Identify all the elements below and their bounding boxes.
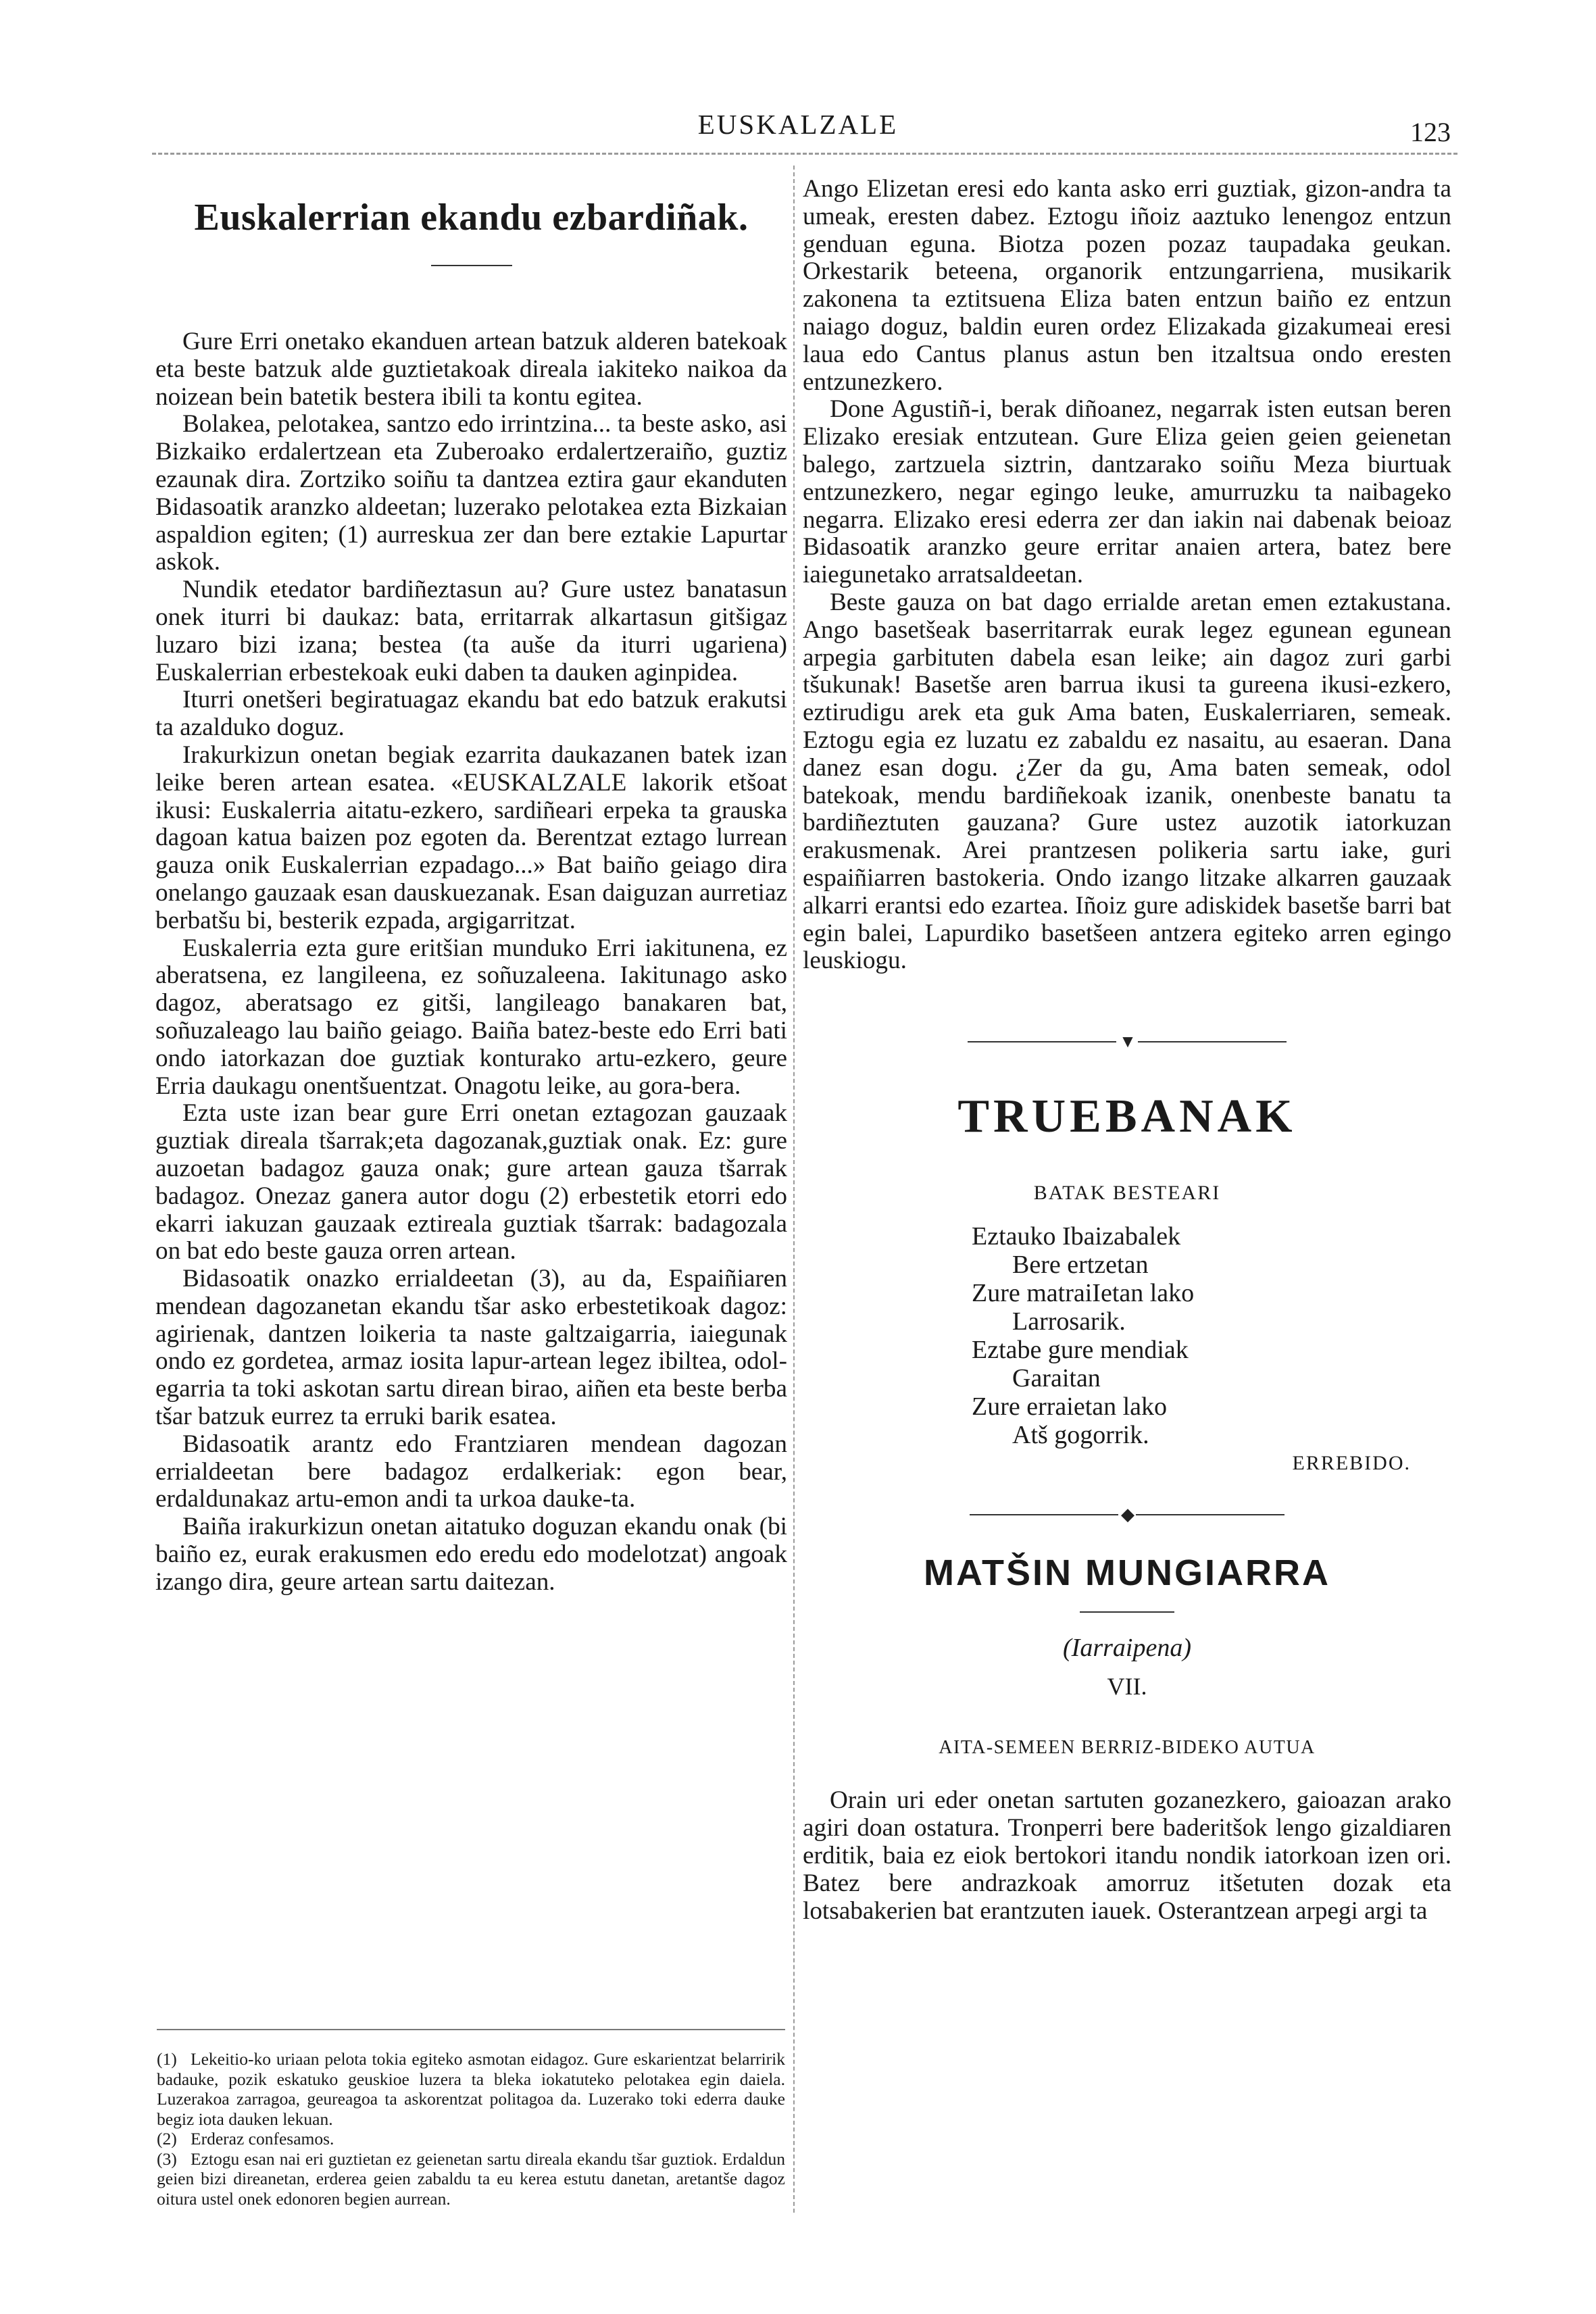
poem-line: Bere ertzetan [1012, 1251, 1149, 1280]
left-column [155, 176, 787, 1596]
poem-line: Zure matraiIetan lako [972, 1279, 1195, 1308]
article-paragraph: Ango Elizetan eresi edo kanta asko erri guztiak, gizon-andra ta umeak, eresten dabez. Eztogu iñoiz aaztuko lenengoz entzun genduan eguna. Biotza pozen pozaz taupadaka geukan. Orkestarik beteena, organorik entzungarriena, musikarik zakonena ta eztitsuena Eliza baten entzun baiño ez entzun naiago doguz, baldin euren ordez Elizakada gizakumeai eresi laua edo Cantus planus astun ben itzaltsua ondo eresten entzunezkero. [803, 175, 1451, 396]
poem-line: Eztabe gure mendiak [972, 1336, 1189, 1365]
chapter-number: VII. [1107, 1673, 1147, 1701]
ornament-rule [1138, 1041, 1287, 1042]
story-title-rule [1080, 1611, 1174, 1613]
footnote-text: Erderaz confesamos. [191, 2129, 334, 2148]
article-paragraph: Beste gauza on bat dago errialde aretan emen eztakustana. Ango basetšeak baserritarrak eurak legez egunean egunean arpegia garbituten dabela esan leike; ain dagoz zuri garbi tšukunak! Basetše aren barrua ikusi ta gureena ikusi-ezkero, eztirudigu arek eta guk Ama baten, Euskalerriaren, semeak. Eztogu egia ez luzatu ez zabaldu ez nasaitu, au esaeran. Dana danez esan dogu. ¿Zer da gu, Ama baten semeak, odol batekoak, mendu bardiñekoak izanik, onenbeste banatu ta bardiñeztuten gauzana? Gure ustez auzotik iatorkuzan erakusmenak. Arei prantzesen polikeria sartu iake, guri espaiñiarren bastokeria. Ondo izango litzake alkarren gauzaak alkarri erantsi edo ezartea. Iñoiz gure adiskidek basetše barri bat egin balei, Lapurdiko basetšeen antzera egiteko arren egingo leuskiogu. [803, 588, 1451, 975]
header-rule [152, 153, 1457, 155]
article-paragraph: Bolakea, pelotakea, santzo edo irrintzina... ta beste asko, asi Bizkaiko erdalertzean eta Zuberoako erdalertzeraiño, guztiz ezaunak dira. Zortziko soiñu ta dantzea eztira gaur ekanduten Bidasoatik aranzko aldeetan; luzerako pelotakea ezta Bizkaian aspaldion egiten; (1) aurreskua zer dan bere eztakie Lapurtar askok. [155, 410, 787, 576]
ornament-mark-icon: ▼ [1119, 1032, 1135, 1052]
article-paragraph: Done Agustiñ-i, berak diñoanez, negarrak isten eutsan beren Elizako eresiak entzutean. Gure Eliza geien geien geienetan balego, zartzuela siztrin, dantzarako soiñu Meza biurtuak entzunezkero, negar egingo leuke, amurruzku ta naibageko negarra. Elizako eresi ederra zer dan iakin nai dabenak beioaz Bidasoatik aranzko geure erritar anaien artera, batez bere iaiegunetako arratsaldeetan. [803, 395, 1451, 589]
footnote-number: (3) [157, 2148, 177, 2169]
running-header [0, 101, 1596, 149]
footnote-text: Lekeitio-ko uriaan pelota tokia egiteko asmotan eidagoz. Gure eskarientzat belarririk badauke, pozik eskatuko geuskioe luzera ta bleka iokatuteko pelotakea egin daiela. Luzerakoa zarragoa, geureagoa ta askorentzat politagoa da. Luzerako toki ederra dauke begiz iota dauken lekuan. [157, 2049, 785, 2129]
footnotes [157, 2029, 785, 2209]
footnote-number: (2) [157, 2129, 177, 2148]
ornament-rule [970, 1514, 1118, 1515]
article-paragraph: Bidasoatik onazko errialdeetan (3), au da, Espaiñiaren mendean dagozanetan ekandu tšar asko erbestetikoak dagoz: agirienak, dantzen loikeria ta naste galtzaigarria, iaiegunak ondo ez gordetea, armaz iosita lapur-artean legez ibiltea, odol-egarria ta toki askotan sartu direan birao, aiñen eta beste berba tšar batzuk eurrez ta erruki barik esatea. [155, 1265, 787, 1431]
story-subtitle: (Iarraipena) [1063, 1634, 1191, 1663]
footnote [157, 2129, 785, 2149]
footnote [157, 2049, 785, 2129]
section-ornament [803, 1029, 1451, 1052]
ornament-mark-icon: ◆ [1121, 1505, 1133, 1525]
poem-line: Eztauko Ibaizabalek [972, 1222, 1181, 1251]
page-number: 123 [1410, 117, 1451, 147]
article-paragraph: Nundik etedator bardiñeztasun au? Gure ustez banatasun onek iturri bi daukaz: bata, erritarrak alkartasun gitšigaz luzaro bizi izana; bestea (ta auše da iturri ugariena) Euskalerrian erbestekoak euki daben ta dauken aginpidea. [155, 576, 787, 686]
article-paragraph: Euskalerria ezta gure eritšian munduko Erri iakitunena, ez aberatsena, ez langileena, ez soñuzaleena. Iakitunago asko dagoz, aberatsago ez gitši, langileago banakaren bat, soñuzaleago lau baiño geiago. Baiña batez-beste edo Erri bati ondo iatorkazan doe guztiak konturako artu-ezkero, geure Erria daukagu onentšuentzat. Onagotu leike, au gora-bera. [155, 934, 787, 1100]
story-section-title: MATŠIN MUNGIARRA [924, 1553, 1330, 1594]
poem-line: Garaitan [1012, 1364, 1101, 1393]
poem-line: Zure erraietan lako [972, 1392, 1168, 1422]
article-paragraph: Bidasoatik arantz edo Frantziaren mendean dagozan errialdeetan bere badagoz erdalkeriak: egon bear, erdaldunakaz artu-emon andi ta urkoa dauke-ta. [155, 1430, 787, 1513]
column-divider [793, 166, 795, 2213]
footnote-number: (1) [157, 2049, 177, 2069]
article-paragraph: Irakurkizun onetan begiak ezarrita daukazanen batek izan leike beren artean esatea. «EUSKALZALE lakorik etšoat ikusi: Euskalerria aitatu-ezkero, sardiñeari erpeka ta grauska dagoan katua baizen poz egoten da. Berentzat eztago lurrean gauza onik Euskalerrian ezpadago...» Bat baiño geiago dira onelango gauzaak esan dauskuezanak. Esan daiguzan aurretiaz berbatšu bi, besterik ezpada, argigarritzat. [155, 740, 787, 934]
article-paragraph: Ezta uste izan bear gure Erri onetan eztagozan gauzaak guztiak direala tšarrak;eta dagozanak,guztiak onak. Ez: gure auzoetan badagoz gauza onak; gure artean gauza tšarrak badagoz. Onezaz ganera autor dogu (2) erbestetik etorri edo ekarri iakuzan gauzaak eztireala guztiak tšarrak: badagozala on bat edo beste gauza orren artean. [155, 1099, 787, 1265]
story-paragraph: Orain uri eder onetan sartuten gozanezkero, gaioazan arako agiri doan ostatura. Tronperri bere baderitšok lengo gizaldiaren erditik, baia ez eiok bertokori itandu nondik iatorkoan izen ori. Batez bere andrazkoak amorruz itšetuten dozak eta lotsabakerien bat erantzuten iauek. Osterantzean arpegi argi ta [803, 1786, 1451, 1925]
article-paragraph: Iturri onetšeri begiratuagaz ekandu bat edo batzuk erakutsi ta azalduko doguz. [155, 686, 787, 742]
article-paragraph: Baiña irakurkizun onetan aitatuko doguzan ekandu onak (bi baiño ez, eurak erakusmen edo eredu edo modelotzat) angoak izango dira, geure artean sartu daitezan. [155, 1513, 787, 1596]
poem [972, 1222, 1451, 1449]
footnote-rule [157, 2029, 785, 2030]
poem-signature: ERREBIDO. [1292, 1452, 1411, 1475]
chapter-heading: AITA-SEMEEN BERRIZ-BIDEKO AUTUA [939, 1737, 1316, 1759]
footnote [157, 2149, 785, 2209]
article-title: Euskalerrian ekandu ezbardiñak. [194, 197, 749, 238]
poem-section-title: TRUEBANAK [957, 1090, 1297, 1143]
poem-subheading: BATAK BESTEARI [1033, 1182, 1221, 1205]
article-paragraph: Gure Erri onetako ekanduen artean batzuk alderen batekoak eta beste batzuk alde guztietakoak direala iakiteko naikoa da noizean bein batetik bestera ibili ta kontu egitea. [155, 328, 787, 411]
section-ornament [803, 1502, 1451, 1525]
right-column [803, 176, 1451, 1925]
ornament-rule [968, 1041, 1116, 1042]
poem-line: Larrosarik. [1012, 1307, 1126, 1336]
poem-line: Atš gogorrik. [1012, 1421, 1149, 1450]
ornament-rule [1136, 1514, 1285, 1515]
running-title: EUSKALZALE [697, 109, 899, 140]
footnote-text: Eztogu esan nai eri guztietan ez geienetan sartu direala ekandu tšar guztiok. Erdaldun geien bizi direanetan, erderea geien zabaldu ta eu kerea estutu danetan, aretantše dagoz oitura ustel onek edonoren begien aurrean. [157, 2148, 785, 2209]
title-rule [431, 265, 512, 266]
